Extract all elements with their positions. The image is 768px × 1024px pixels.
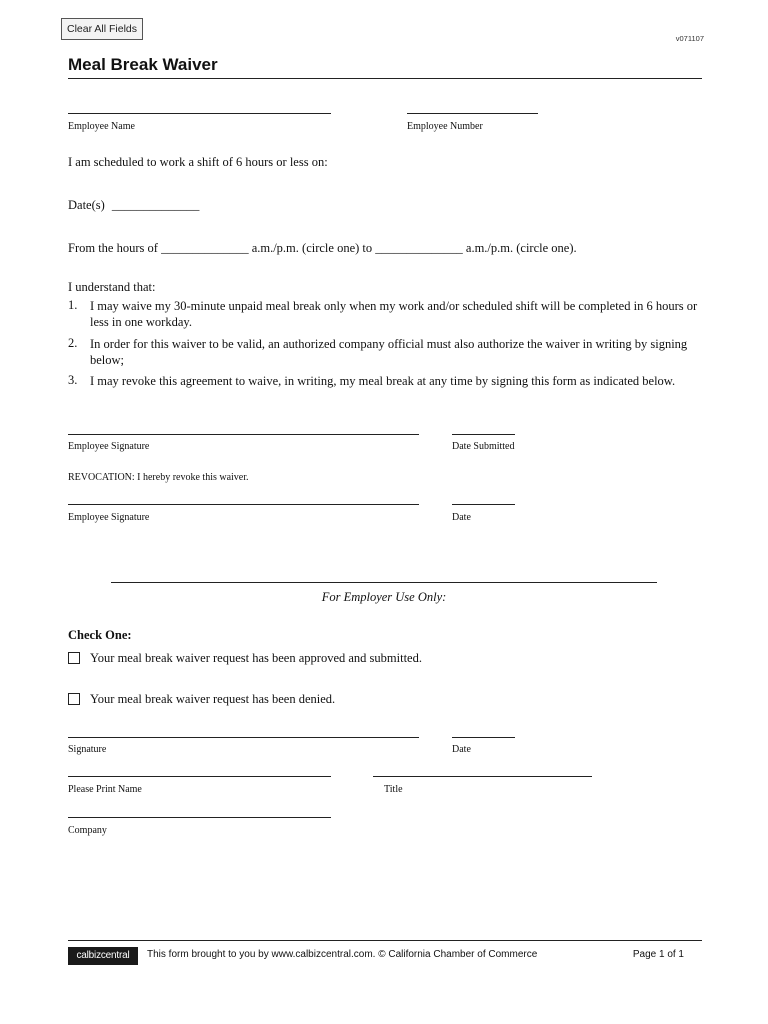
revocation-signature-field[interactable] bbox=[68, 504, 419, 505]
list-item-2-number: 2. bbox=[68, 336, 78, 350]
ampm-end-label: a.m./p.m. (circle one). bbox=[465, 241, 577, 255]
form-version: v071107 bbox=[675, 34, 704, 43]
footer-note: This form brought to you by www.calbizcentral.com. © California Chamber of Commerce bbox=[147, 949, 538, 960]
company-label: Company bbox=[68, 825, 107, 836]
date-submitted-label: Date Submitted bbox=[452, 441, 515, 452]
employee-name-label: Employee Name bbox=[68, 121, 135, 132]
page-title: Meal Break Waiver bbox=[68, 55, 218, 74]
denied-label: Your meal break waiver request has been denied. bbox=[90, 692, 336, 706]
print-name-label: Please Print Name bbox=[68, 784, 142, 795]
denied-checkbox[interactable] bbox=[68, 693, 80, 705]
list-item-3-text: I may revoke this agreement to waive, in writing, my meal break at any time by signing this form as indicated below. bbox=[90, 374, 676, 388]
company-field[interactable] bbox=[68, 817, 331, 818]
employee-number-label: Employee Number bbox=[407, 121, 483, 132]
title-label: Title bbox=[384, 784, 403, 795]
dates-label: Date(s) bbox=[68, 198, 105, 212]
list-item-2-text: In order for this waiver to be valid, an authorized company official must also authorize the waiver in writing by signing below; bbox=[90, 337, 688, 367]
dates-field[interactable]: ______________ bbox=[111, 198, 200, 212]
footer-rule bbox=[68, 940, 702, 941]
calbizcentral-logo: calbizcentral bbox=[68, 947, 138, 965]
list-item-1-text: I may waive my 30-minute unpaid meal break only when my work and/or scheduled shift will be completed in 6 hours or less in one workday. bbox=[90, 299, 698, 329]
title-field[interactable] bbox=[373, 776, 592, 777]
approved-label: Your meal break waiver request has been approved and submitted. bbox=[90, 651, 422, 665]
clear-all-fields-button[interactable]: Clear All Fields bbox=[61, 18, 143, 40]
approved-checkbox[interactable] bbox=[68, 652, 80, 664]
employer-date-label: Date bbox=[452, 744, 471, 755]
employer-heading: For Employer Use Only: bbox=[321, 590, 447, 604]
employer-section-divider bbox=[111, 582, 657, 583]
employee-signature-label: Employee Signature bbox=[68, 441, 150, 452]
employer-signature-field[interactable] bbox=[68, 737, 419, 738]
employer-signature-label: Signature bbox=[68, 744, 107, 755]
employee-name-field[interactable] bbox=[68, 113, 331, 114]
title-rule bbox=[68, 78, 702, 79]
employer-date-field[interactable] bbox=[452, 737, 515, 738]
hours-to-field[interactable]: ______________ bbox=[375, 241, 463, 255]
employee-signature-field[interactable] bbox=[68, 434, 419, 435]
hours-from-field[interactable]: ______________ bbox=[161, 241, 249, 255]
dates-row bbox=[68, 198, 199, 213]
check-one-label: Check One: bbox=[68, 628, 132, 642]
page-number: Page 1 of 1 bbox=[632, 949, 684, 960]
date-submitted-field[interactable] bbox=[452, 434, 515, 435]
hours-row bbox=[68, 241, 577, 256]
understanding-intro: I understand that: bbox=[68, 280, 156, 294]
revocation-text: REVOCATION: I hereby revoke this waiver. bbox=[68, 472, 249, 483]
revocation-date-label: Date bbox=[452, 512, 471, 523]
schedule-intro: I am scheduled to work a shift of 6 hours or less on: bbox=[68, 155, 328, 169]
revocation-signature-label: Employee Signature bbox=[68, 512, 150, 523]
revocation-date-field[interactable] bbox=[452, 504, 515, 505]
employee-number-field[interactable] bbox=[407, 113, 538, 114]
print-name-field[interactable] bbox=[68, 776, 331, 777]
list-item-1-number: 1. bbox=[68, 298, 78, 312]
list-item-3-number: 3. bbox=[68, 373, 78, 387]
hours-from-label: From the hours of bbox=[68, 241, 158, 255]
ampm-to-label: a.m./p.m. (circle one) to bbox=[251, 241, 373, 255]
